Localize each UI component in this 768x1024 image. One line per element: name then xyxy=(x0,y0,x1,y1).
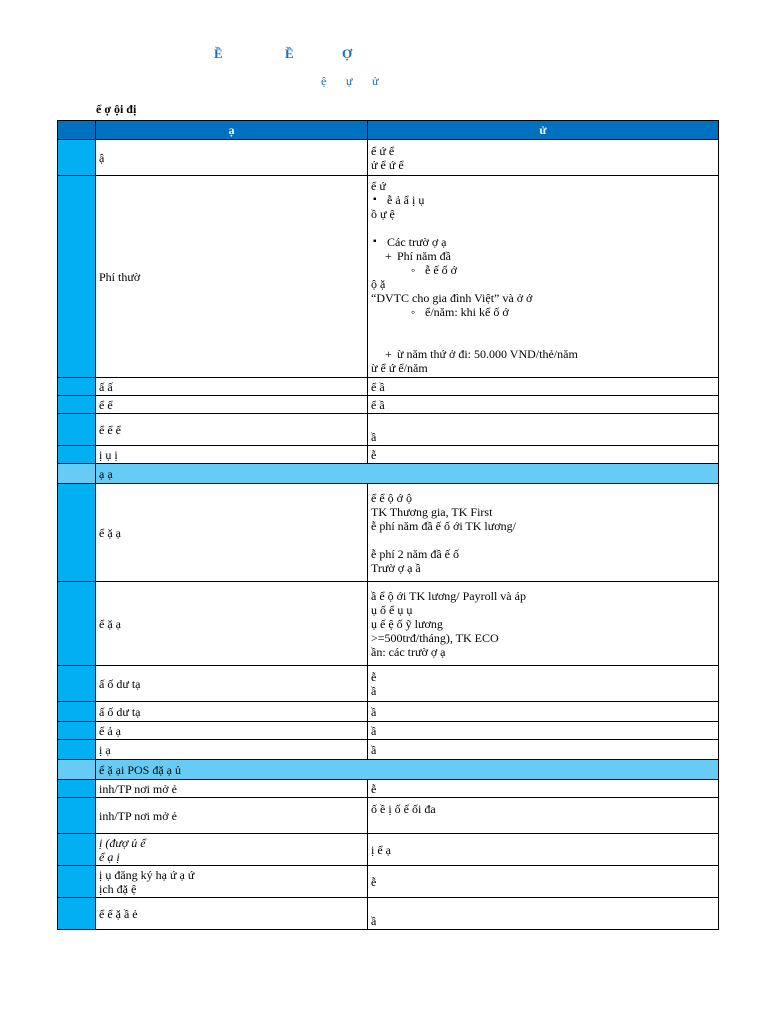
index-cell xyxy=(58,760,96,780)
item-label: inh/TP nơi mở ẻ xyxy=(99,781,177,796)
table-row xyxy=(58,446,719,464)
table-row xyxy=(58,866,719,898)
description-line: ể ể ộ ớ ộ xyxy=(371,490,412,505)
item-label: ị ạ xyxy=(99,742,111,757)
item-label: ể ể xyxy=(99,397,113,412)
table-body xyxy=(58,140,719,930)
description-line: ầ xyxy=(371,723,377,738)
item-label-cell xyxy=(96,866,368,898)
fee-description-cell xyxy=(368,378,719,396)
item-label: ấ ố dư tạ xyxy=(99,676,141,691)
index-cell xyxy=(58,414,96,446)
description-line: ễ xyxy=(371,874,377,889)
fee-description-cell xyxy=(368,702,719,722)
fee-table xyxy=(57,120,719,930)
subtitle-glyph: ự xyxy=(346,74,353,88)
item-label: ấ ố dư tạ xyxy=(99,704,141,719)
description-line xyxy=(371,319,715,333)
index-cell xyxy=(58,866,96,898)
description-line: ể ứ ể xyxy=(371,143,395,158)
index-cell xyxy=(58,702,96,722)
fee-description-cell xyxy=(368,780,719,798)
description-line: ị ể ạ xyxy=(371,842,391,857)
description-line: ụ ế ệ ố ỹ lương xyxy=(371,616,443,631)
description-line: ầ xyxy=(371,683,377,698)
group-label: ể ặ ại POS đặ ạ ủ xyxy=(96,760,719,780)
fee-description-cell xyxy=(368,396,719,414)
sub-bullet-item: ◦ ễ ế ố ớ xyxy=(371,263,715,277)
description-line: ụ ố ể ụ ụ xyxy=(371,602,413,617)
description-line: ễ xyxy=(371,447,377,462)
item-label: ể ặ ạ xyxy=(99,525,121,540)
description-line: ố ề ị ố ể ối đa xyxy=(371,801,436,816)
index-cell xyxy=(58,722,96,740)
fee-description-cell xyxy=(368,866,719,898)
index-cell xyxy=(58,898,96,930)
item-label-cell xyxy=(96,396,368,414)
description-line: ầ xyxy=(371,704,377,719)
description-line xyxy=(371,816,715,830)
item-label-cell xyxy=(96,414,368,446)
item-label-line2: ể ạ ị xyxy=(99,849,120,864)
item-label-cell xyxy=(96,176,368,378)
index-cell xyxy=(58,798,96,834)
item-label: Phí thườ xyxy=(99,269,141,284)
item-label: inh/TP nơi mở ẻ xyxy=(99,808,177,823)
item-label: ị (đượ ủ ể xyxy=(99,835,146,850)
item-label-cell xyxy=(96,722,368,740)
fee-description-cell xyxy=(368,414,719,446)
item-label-line2: ịch đặ ệ xyxy=(99,881,137,896)
fee-description-cell xyxy=(368,722,719,740)
description-line: ầ ể ộ ới TK lương/ Payroll và áp xyxy=(371,588,526,603)
header-cell-index xyxy=(58,121,96,140)
item-label: ể ả ạ xyxy=(99,723,121,738)
item-label-cell xyxy=(96,582,368,666)
table-row xyxy=(58,834,719,866)
table-group-row xyxy=(58,760,719,780)
fee-description-cell xyxy=(368,176,719,378)
table-row xyxy=(58,798,719,834)
subtitle-glyph: ệ xyxy=(321,74,327,88)
item-label-cell xyxy=(96,898,368,930)
table-row xyxy=(58,582,719,666)
index-cell xyxy=(58,666,96,702)
description-line: ầ xyxy=(371,429,377,444)
item-label-cell xyxy=(96,484,368,582)
description-line: ử ể ứ ể xyxy=(371,157,404,172)
description-line: TK Thương gia, TK First xyxy=(371,504,493,519)
table-header-row xyxy=(58,121,719,140)
description-line xyxy=(371,533,715,547)
item-label-cell xyxy=(96,780,368,798)
item-label: ấ ấ xyxy=(99,379,113,394)
index-cell xyxy=(58,446,96,464)
description-line: ừ ể ứ ể/năm xyxy=(371,360,428,375)
fee-description-cell xyxy=(368,798,719,834)
index-cell xyxy=(58,834,96,866)
section-heading: ể ợ ội đị xyxy=(96,102,137,116)
fee-description-cell xyxy=(368,666,719,702)
item-label: ể ể ặ ầ ẻ xyxy=(99,906,138,921)
table-row xyxy=(58,484,719,582)
header-cell-fee: ử xyxy=(368,121,719,140)
description-line: >=500trđ/tháng), TK ECO xyxy=(371,630,499,645)
table-row xyxy=(58,666,719,702)
index-cell xyxy=(58,582,96,666)
item-label: ể ặ ạ xyxy=(99,616,121,631)
description-line: ể ầ xyxy=(371,379,385,394)
description-line xyxy=(371,900,715,914)
bullet-item: ▪ ễ ả ẩ ị ụ xyxy=(371,193,715,207)
sub-bullet-item: ◦ ể/năm: khi kế ố ớ xyxy=(371,305,715,319)
item-label-cell xyxy=(96,702,368,722)
description-line: ễ xyxy=(371,781,377,796)
item-label-cell xyxy=(96,798,368,834)
item-label-cell xyxy=(96,378,368,396)
description-line: “DVTC cho gia đình Việt” và ở ớ xyxy=(371,290,533,305)
title-glyph: Ợ xyxy=(342,46,353,61)
description-line: ễ phí năm đầ ế ố ới TK lương/ xyxy=(371,518,516,533)
index-cell xyxy=(58,464,96,484)
description-line: ộ ặ xyxy=(371,276,386,291)
plus-item: + ừ năm thứ ở đi: 50.000 VND/thẻ/năm xyxy=(371,347,715,361)
table-group-row xyxy=(58,464,719,484)
table-row xyxy=(58,176,719,378)
description-line: ể ứ xyxy=(371,178,386,193)
index-cell xyxy=(58,176,96,378)
description-line xyxy=(371,333,715,347)
table-row xyxy=(58,722,719,740)
item-label: ậ xyxy=(99,150,105,165)
item-label-cell xyxy=(96,666,368,702)
description-line xyxy=(371,416,715,430)
description-line: ầ xyxy=(371,742,377,757)
index-cell xyxy=(58,396,96,414)
fee-description-cell xyxy=(368,582,719,666)
table-row xyxy=(58,780,719,798)
fee-description-cell xyxy=(368,484,719,582)
item-label-cell xyxy=(96,834,368,866)
item-label-cell xyxy=(96,740,368,760)
header-cell-item: ạ xyxy=(96,121,368,140)
item-label: ị ụ đăng ký hạ ứ ạ ứ xyxy=(99,867,195,882)
fee-description-cell xyxy=(368,740,719,760)
subtitle-glyph: ử xyxy=(372,74,379,88)
fee-description-cell xyxy=(368,834,719,866)
title-glyph: Ề xyxy=(285,46,294,61)
item-label: ể ể ể xyxy=(99,422,121,437)
description-line: Trườ ợ ạ ầ xyxy=(371,560,421,575)
bullet-item: ▪ Các trườ ợ ạ xyxy=(371,235,715,249)
group-label: ạ ạ xyxy=(96,464,719,484)
description-line: ồ ự ệ xyxy=(371,206,395,221)
table-row xyxy=(58,140,719,176)
fee-description-cell xyxy=(368,898,719,930)
table-row xyxy=(58,414,719,446)
item-label-cell xyxy=(96,140,368,176)
index-cell xyxy=(58,140,96,176)
description-line xyxy=(371,221,715,235)
table-row xyxy=(58,396,719,414)
description-line: ể ầ xyxy=(371,397,385,412)
plus-item: + Phí năm đầ xyxy=(371,249,715,263)
fee-description-cell xyxy=(368,140,719,176)
table-row xyxy=(58,378,719,396)
index-cell xyxy=(58,378,96,396)
index-cell xyxy=(58,484,96,582)
description-line: ễ xyxy=(371,669,377,684)
table-row xyxy=(58,898,719,930)
description-line: ần: các trườ ợ ạ xyxy=(371,644,446,659)
fee-description-cell xyxy=(368,446,719,464)
index-cell xyxy=(58,780,96,798)
title-glyph: Ề xyxy=(214,46,223,61)
description-line: ầ xyxy=(371,913,377,928)
table-row xyxy=(58,702,719,722)
description-line: ễ phí 2 năm đầ ế ố xyxy=(371,546,459,561)
item-label-cell xyxy=(96,446,368,464)
item-label: ị ụ ị xyxy=(99,447,118,462)
table-row xyxy=(58,740,719,760)
index-cell xyxy=(58,740,96,760)
